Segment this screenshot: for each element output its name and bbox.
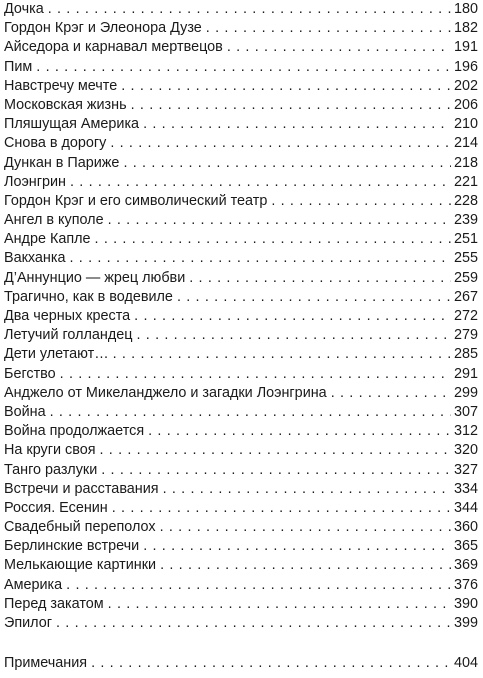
toc-row[interactable]	[4, 614, 478, 633]
toc-row[interactable]	[4, 537, 478, 556]
dot-leader	[134, 307, 451, 326]
toc-row[interactable]	[4, 249, 478, 268]
toc-entry-page: 390	[453, 595, 478, 612]
toc-entry-page: 327	[453, 461, 478, 478]
toc-entry-page: 307	[453, 403, 478, 420]
toc-entry-page: 299	[453, 384, 478, 401]
toc-entry-page: 196	[453, 58, 478, 75]
dot-leader	[148, 422, 451, 441]
toc-row[interactable]	[4, 269, 478, 288]
toc-row[interactable]	[4, 345, 478, 364]
toc-row[interactable]	[4, 0, 478, 19]
toc-entry-page: 272	[453, 308, 478, 324]
toc-entry-title: Война	[4, 403, 46, 420]
dot-leader	[143, 115, 451, 134]
toc-row[interactable]	[4, 154, 478, 173]
toc-entry-page: 259	[453, 269, 478, 286]
toc-entry-title: Танго разлуки	[4, 461, 98, 478]
dot-leader	[56, 614, 451, 633]
table-of-contents	[4, 0, 478, 633]
toc-row[interactable]	[4, 422, 478, 441]
toc-row[interactable]	[4, 192, 478, 211]
dot-leader	[123, 154, 451, 173]
toc-entry-title: Айседора и карнавал мертвецов	[4, 39, 223, 56]
toc-entry-title: Бегство	[4, 365, 56, 382]
dot-leader	[121, 77, 451, 96]
toc-entry-title: Перед закатом	[4, 595, 104, 612]
toc-row[interactable]	[4, 461, 478, 480]
toc-entry-title: Трагично, как в водевиле	[4, 288, 173, 305]
toc-entry-page: 291	[453, 365, 478, 382]
toc-entry-page: 182	[453, 20, 478, 37]
toc-entry-page: 206	[453, 96, 478, 113]
toc-entry-page: 214	[453, 135, 478, 152]
toc-row[interactable]	[4, 499, 478, 518]
toc-entry-title: Америка	[4, 576, 63, 593]
notes-entry[interactable]	[4, 654, 478, 673]
toc-entry-page: 279	[453, 327, 478, 344]
toc-entry-title: Лоэнгрин	[4, 173, 66, 190]
toc-entry-page: 191	[453, 39, 478, 56]
dot-leader	[108, 211, 451, 230]
toc-entry-title: Дети улетают…	[4, 346, 109, 363]
toc-entry-title: Дочка	[4, 1, 44, 17]
toc-row[interactable]	[4, 307, 478, 326]
toc-row[interactable]	[4, 230, 478, 249]
toc-row[interactable]	[4, 173, 478, 192]
dot-leader	[131, 96, 451, 115]
dot-leader	[100, 441, 451, 460]
toc-entry-page: 221	[453, 173, 478, 190]
toc-entry-page: 251	[453, 231, 478, 248]
toc-entry-title: Берлинские встречи	[4, 538, 140, 555]
toc-row[interactable]	[4, 556, 478, 575]
toc-entry-title: На круги своя	[4, 442, 96, 459]
toc-entry-title: Пляшущая Америка	[4, 116, 140, 133]
dot-leader	[331, 384, 451, 403]
toc-entry-page: 334	[453, 480, 478, 497]
dot-leader	[95, 230, 451, 249]
dot-leader	[101, 461, 451, 480]
toc-entry-title: Летучий голландец	[4, 327, 133, 344]
toc-row[interactable]	[4, 288, 478, 307]
dot-leader	[227, 38, 451, 57]
dot-leader	[50, 403, 451, 422]
toc-entry-page: 218	[453, 154, 478, 171]
toc-entry-page: 180	[453, 1, 478, 17]
toc-entry-page: 320	[453, 442, 478, 459]
toc-entry-title: Эпилог	[4, 615, 52, 631]
toc-entry-title: Дункан в Париже	[4, 154, 120, 171]
toc-entry-title: Вакханка	[4, 250, 66, 267]
dot-leader	[160, 518, 451, 537]
toc-entry-title: Снова в дорогу	[4, 135, 107, 152]
toc-entry-title: Два черных креста	[4, 308, 131, 324]
toc-row[interactable]	[4, 595, 478, 614]
toc-entry-title: Ангел в куполе	[4, 212, 104, 229]
toc-entry-title: Встречи и расставания	[4, 480, 159, 497]
toc-entry-page: 228	[453, 192, 478, 209]
toc-entry-title: Свадебный переполох	[4, 519, 156, 536]
toc-row[interactable]	[4, 38, 478, 57]
toc-entry-page: 312	[453, 423, 478, 440]
dot-leader	[160, 556, 451, 575]
dot-leader	[177, 288, 451, 307]
dot-leader	[206, 19, 451, 38]
toc-row[interactable]	[4, 211, 478, 230]
toc-entry-page: 369	[453, 557, 478, 574]
toc-entry-title: Навстречу мечте	[4, 77, 118, 94]
toc-entry-page: 404	[453, 655, 478, 671]
dot-leader	[113, 345, 451, 364]
toc-entry-title: Россия. Есенин	[4, 499, 108, 516]
toc-row[interactable]	[4, 115, 478, 134]
toc-entry-title: Д’Аннунцио — жрец любви	[4, 269, 186, 286]
toc-row[interactable]	[4, 96, 478, 115]
toc-entry-page: 365	[453, 538, 478, 555]
toc-row[interactable]	[4, 365, 478, 384]
toc-row[interactable]	[4, 403, 478, 422]
dot-leader	[48, 0, 451, 19]
toc-row[interactable]	[4, 441, 478, 460]
dot-leader	[60, 365, 451, 384]
toc-entry-page: 360	[453, 519, 478, 536]
dot-leader	[108, 595, 451, 614]
toc-entry-page: 239	[453, 212, 478, 229]
toc-entry-page: 285	[453, 346, 478, 363]
toc-row[interactable]	[4, 518, 478, 537]
toc-row[interactable]	[4, 19, 478, 38]
toc-entry-page: 376	[453, 576, 478, 593]
toc-entry-page: 202	[453, 77, 478, 94]
toc-entry-title: Гордон Крэг и его символический театр	[4, 192, 268, 209]
toc-entry-title: Андре Капле	[4, 231, 91, 248]
toc-entry-title: Пим	[4, 58, 33, 75]
toc-entry-page: 210	[453, 116, 478, 133]
toc-entry-title: Примечания	[4, 655, 88, 671]
dot-leader	[271, 192, 451, 211]
toc-row[interactable]	[4, 654, 478, 673]
toc-entry-title: Анджело от Микеланджело и загадки Лоэнгрина	[4, 384, 327, 401]
dot-leader	[189, 269, 451, 288]
toc-row[interactable]	[4, 134, 478, 153]
dot-leader	[137, 326, 451, 345]
toc-entry-page: 399	[453, 615, 478, 631]
dot-leader	[143, 537, 451, 556]
toc-row[interactable]	[4, 384, 478, 403]
dot-leader	[36, 58, 451, 77]
dot-leader	[163, 480, 451, 499]
dot-leader	[91, 654, 451, 673]
dot-leader	[110, 134, 451, 153]
toc-entry-page: 344	[453, 499, 478, 516]
toc-row[interactable]	[4, 77, 478, 96]
toc-entry-title: Война продолжается	[4, 423, 145, 440]
toc-row[interactable]	[4, 576, 478, 595]
dot-leader	[112, 499, 451, 518]
toc-entry-page: 267	[453, 288, 478, 305]
toc-row[interactable]	[4, 58, 478, 77]
toc-entry-page: 255	[453, 250, 478, 267]
dot-leader	[66, 576, 451, 595]
toc-entry-title: Мелькающие картинки	[4, 557, 157, 574]
toc-row[interactable]	[4, 326, 478, 345]
toc-entry-title: Московская жизнь	[4, 96, 127, 113]
dot-leader	[70, 173, 451, 192]
dot-leader	[70, 249, 451, 268]
toc-entry-title: Гордон Крэг и Элеонора Дузе	[4, 20, 202, 37]
toc-row[interactable]	[4, 480, 478, 499]
